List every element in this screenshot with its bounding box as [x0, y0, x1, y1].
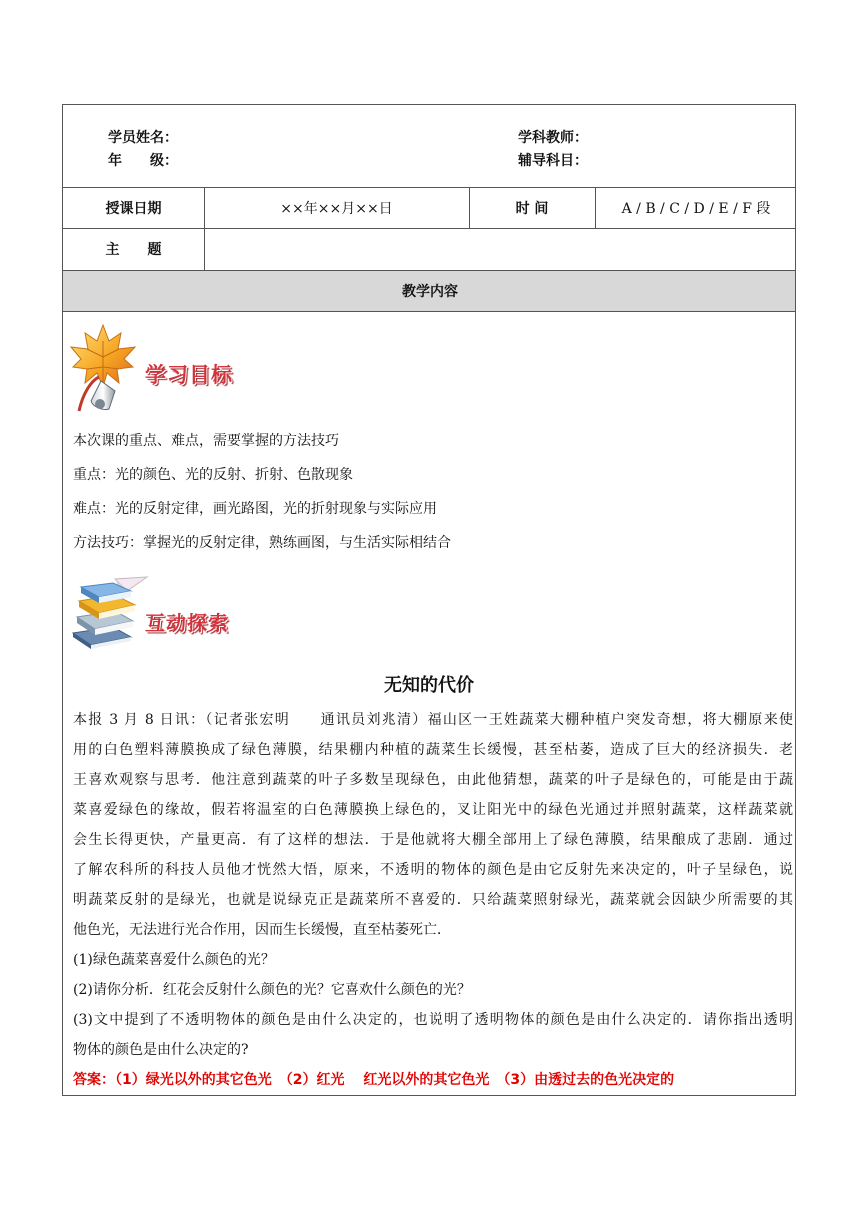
- answer-text: 答案：（1）绿光以外的其它色光 （2）红光 红光以外的其它色光 （3）由透过去的色光决定的: [73, 1072, 675, 1088]
- question-3-continued: 物体的颜色是由什么决定的?: [73, 1042, 249, 1058]
- article-line: 会生长得更快，产量更高．有了这样的想法．于是他就将大棚全部用上了绿色薄膜，结果酿成了悲剧．通过: [73, 832, 793, 848]
- content-header: 教学内容: [402, 283, 458, 300]
- topic-value: [204, 228, 797, 270]
- article-line: 菜喜爱绿色的缘故，假若将温室的白色薄膜换上绿色的，叉让阳光中的绿色光通过并照射蔬菜，这样蔬菜就: [73, 802, 793, 818]
- article-line: 明蔬菜反射的是绿光，也就是说绿克正是蔬菜所不喜爱的．只给蔬菜照射绿光，蔬菜就会因缺少所需要的其: [73, 892, 793, 908]
- article-title: 无知的代价: [384, 675, 474, 696]
- student-name-label: 学员姓名：: [108, 130, 178, 146]
- teacher-label: 学科教师：: [518, 130, 588, 146]
- goals-list: [73, 427, 789, 563]
- time-value: A / B / C / D / E / F 段: [621, 200, 771, 217]
- question-3: (3)文中提到了不透明物体的颜色是由什么决定的，也说明了透明物体的颜色是由什么决定的．请你指出透明: [73, 1012, 793, 1028]
- books-paper-plane-icon: [69, 575, 149, 650]
- article-line: 他色光，无法进行光合作用，因而生长缓慢，直至枯萎死亡．: [73, 922, 451, 938]
- subject-label: 辅导科目：: [518, 153, 588, 169]
- grade-label: 年 级：: [108, 153, 178, 169]
- question-1: (1)绿色蔬菜喜爱什么颜色的光？: [73, 952, 275, 968]
- article-line: 王喜欢观察与思考．他注意到蔬菜的叶子多数呈现绿色，由此他猜想，蔬菜的叶子是绿色的，可能是由于蔬: [73, 772, 793, 788]
- article-line: 了解农科所的科技人员他才恍然大悟，原来，不透明的物体的颜色是由它反射先来决定的，叶子呈绿色，说: [73, 862, 793, 878]
- learning-goals-banner: 学习目标: [145, 363, 233, 387]
- date-label: 授课日期: [105, 200, 162, 217]
- question-2: (2)请你分析．红花会反射什么颜色的光？它喜欢什么颜色的光？: [73, 982, 471, 998]
- goals-methods: 方法技巧：掌握光的反射定律，熟练画图，与生活实际相结合: [73, 535, 451, 551]
- article-body: [73, 705, 793, 1095]
- date-value: ××年××月××日: [280, 200, 393, 217]
- goals-intro: 本次课的重点、难点，需要掌握的方法技巧: [73, 433, 339, 449]
- time-label: 时 间: [515, 200, 549, 217]
- topic-label: 主 题: [105, 242, 162, 258]
- goals-key-points: 重点：光的颜色、光的反射、折射、色散现象: [73, 467, 353, 483]
- article-line: 用的白色塑料薄膜换成了绿色薄膜，结果棚内种植的蔬菜生长缓慢，甚至枯萎，造成了巨大的经济损失．老: [73, 742, 793, 758]
- goals-difficulties: 难点：光的反射定律，画光路图，光的折射现象与实际应用: [73, 501, 437, 517]
- lesson-sheet: [62, 104, 796, 1096]
- maple-leaf-bell-icon: [69, 321, 139, 416]
- interactive-exploration-banner: 互动探索: [145, 611, 229, 635]
- article-line: 本报 3 月 8 日讯：（记者张宏明 通讯员刘兆清）福山区一王姓蔬菜大棚种植户突发奇想，将大棚原来使: [73, 712, 793, 728]
- divider: [63, 311, 795, 312]
